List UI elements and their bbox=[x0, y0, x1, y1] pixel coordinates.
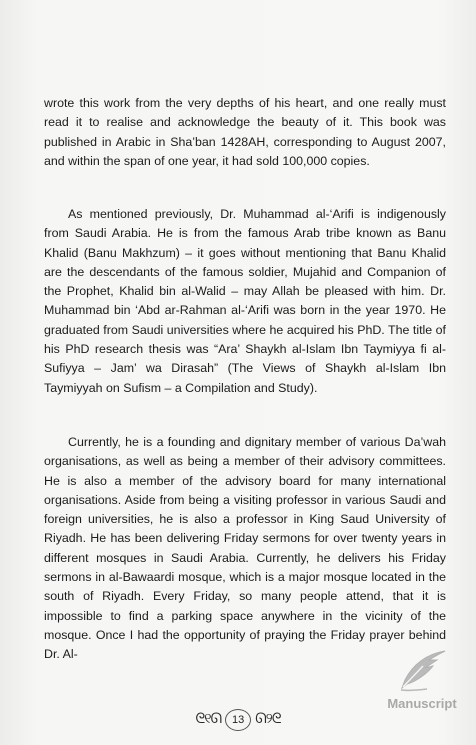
ornament-left-icon: ᘓ୧ᘏ bbox=[195, 712, 222, 727]
watermark-text: Manuscript bbox=[387, 696, 457, 711]
watermark bbox=[372, 648, 472, 728]
ornament-right-icon: ᘏ୨ᘓ bbox=[255, 712, 281, 727]
page-number: 13 bbox=[225, 709, 251, 731]
body-paragraph-3: Currently, he is a founding and dignitary member of various Da’wah organisations, as well as being a member of their advisory committees. He is also a member of the advisory board for many international organisations. Aside from being a visiting professor in various Saudi and foreign universities, he is also a professor in King Saud University of Riyadh. He has been delivering Friday sermons for over twenty years in different mosques in Saudi Arabia. Currently, he delivers his Friday sermons in al-Bawaardi mosque, which is a major mosque located in the south of Riyadh. Every Friday, so many people attend, that it is impossible to find a parking space anywhere in the vicinity of the mosque. Once I had the opportunity of praying the Friday prayer behind Dr. Al- bbox=[44, 435, 446, 662]
body-paragraph-2: As mentioned previously, Dr. Muhammad al-‘Arifi is indigenously from Saudi Arabia. He is from the famous Arab tribe known as Banu Khalid (Banu Makhzum) – it goes without mentioning that Banu Khalid are the descendants of the famous soldier, Mujahid and Companion of the Prophet, Khalid bin al-Walid – may Allah be pleased with him. Dr. Muhammad bin ‘Abd ar-Rahman al-‘Arifi was born in the year 1970. He graduated from Saudi universities where he acquired his PhD. The title of his PhD research thesis was “Ara’ Shaykh al-Islam Ibn Taymiyya fi al-Sufiyya – Jam’ wa Dirasah” (The Views of Shaykh al-Islam Ibn Taymiyyah on Sufism – a Compilation and Study). bbox=[44, 207, 446, 395]
body-paragraph-1: wrote this work from the very depths of his heart, and one really must read it to realise and acknowledge the beauty of it. This book was published in Arabic in Sha’ban 1428AH, corresponding to August 2007, and within the span of one year, it had sold 100,000 copies. bbox=[44, 96, 446, 168]
quill-feather-icon bbox=[393, 648, 451, 694]
